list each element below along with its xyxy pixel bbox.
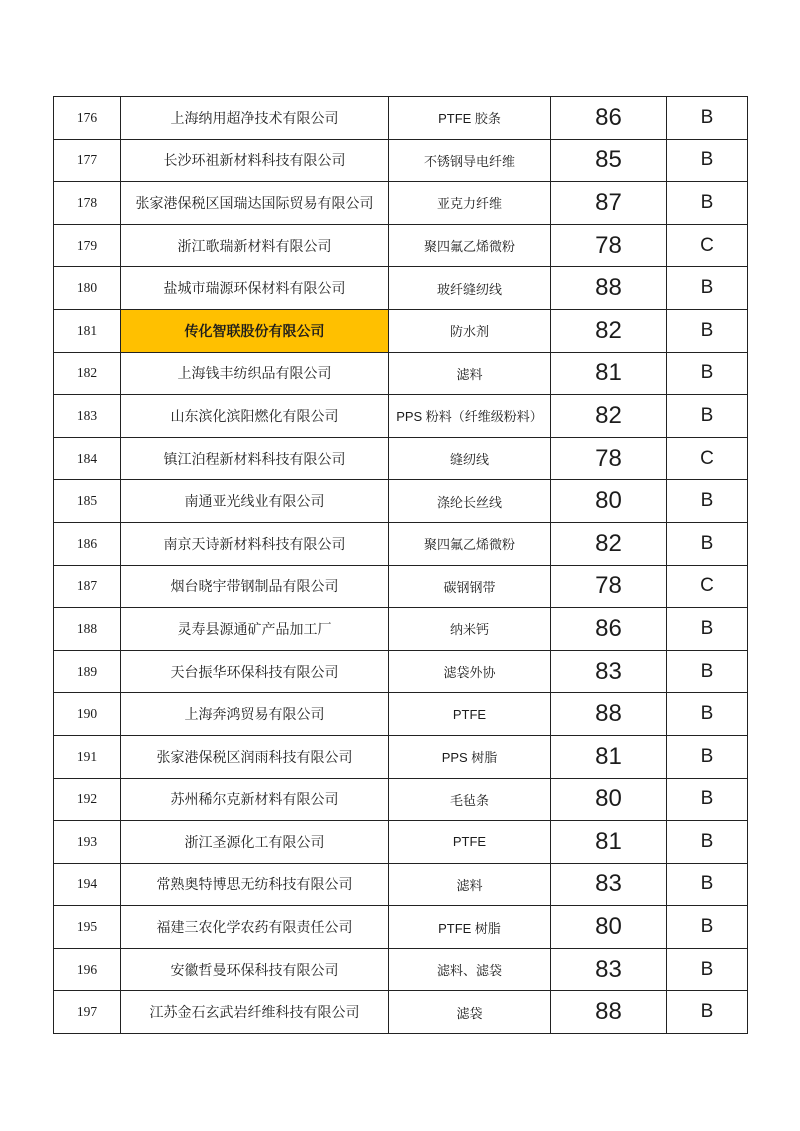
company-name-cell: 福建三农化学农药有限责任公司 [121,906,389,949]
table-row [54,437,748,480]
table-body [54,97,748,1034]
score-cell: 80 [551,480,667,523]
table-row [54,991,748,1034]
grade-cell: B [667,267,748,310]
product-name-cell: PTFE [389,821,551,864]
row-number-cell: 178 [54,182,121,225]
table-row [54,395,748,438]
row-number-cell: 180 [54,267,121,310]
table-row [54,778,748,821]
table-row [54,267,748,310]
grade-cell: B [667,522,748,565]
grade-cell: B [667,991,748,1034]
score-cell: 78 [551,565,667,608]
grade-cell: B [667,693,748,736]
company-name-cell: 盐城市瑞源环保材料有限公司 [121,267,389,310]
row-number-cell: 176 [54,97,121,140]
company-name-cell: 天台振华环保科技有限公司 [121,650,389,693]
score-cell: 81 [551,821,667,864]
score-cell: 81 [551,352,667,395]
company-name-cell: 上海纳用超净技术有限公司 [121,97,389,140]
score-cell: 81 [551,735,667,778]
table-row [54,735,748,778]
grade-cell: B [667,352,748,395]
table-row [54,309,748,352]
grade-cell: B [667,608,748,651]
grade-cell: B [667,650,748,693]
product-name-cell: 防水剂 [389,309,551,352]
product-name-cell: 碳钢钢带 [389,565,551,608]
grade-cell: B [667,735,748,778]
table-row [54,522,748,565]
score-cell: 78 [551,224,667,267]
company-name-cell: 烟台晓宇带钢制品有限公司 [121,565,389,608]
company-name-cell: 上海钱丰纺织品有限公司 [121,352,389,395]
row-number-cell: 193 [54,821,121,864]
company-name-cell: 南通亚光线业有限公司 [121,480,389,523]
row-number-cell: 186 [54,522,121,565]
grade-cell: C [667,224,748,267]
company-name-cell: 张家港保税区国瑞达国际贸易有限公司 [121,182,389,225]
table-row [54,97,748,140]
table-row [54,863,748,906]
grade-cell: B [667,309,748,352]
table-row [54,693,748,736]
table-row [54,948,748,991]
row-number-cell: 194 [54,863,121,906]
company-name-cell: 镇江泊程新材料科技有限公司 [121,437,389,480]
score-cell: 88 [551,991,667,1034]
company-name-cell: 南京天诗新材料科技有限公司 [121,522,389,565]
company-name-cell-highlighted: 传化智联股份有限公司 [121,309,389,352]
product-name-cell: 缝纫线 [389,437,551,480]
table-row [54,182,748,225]
row-number-cell: 181 [54,309,121,352]
product-name-cell: PTFE 胶条 [389,97,551,140]
table-row [54,650,748,693]
product-name-cell: 滤料 [389,352,551,395]
company-name-cell: 江苏金石玄武岩纤维科技有限公司 [121,991,389,1034]
score-cell: 80 [551,778,667,821]
table-row [54,565,748,608]
product-name-cell: 滤袋外协 [389,650,551,693]
product-name-cell: 滤料 [389,863,551,906]
grade-cell: B [667,97,748,140]
score-cell: 83 [551,948,667,991]
grade-cell: B [667,480,748,523]
row-number-cell: 197 [54,991,121,1034]
score-cell: 88 [551,693,667,736]
score-cell: 86 [551,608,667,651]
company-name-cell: 浙江圣源化工有限公司 [121,821,389,864]
company-name-cell: 上海奔鸿贸易有限公司 [121,693,389,736]
company-name-cell: 张家港保税区润雨科技有限公司 [121,735,389,778]
score-cell: 82 [551,522,667,565]
company-name-cell: 浙江歌瑞新材料有限公司 [121,224,389,267]
product-name-cell: 纳米钙 [389,608,551,651]
score-cell: 86 [551,97,667,140]
score-cell: 78 [551,437,667,480]
score-cell: 87 [551,182,667,225]
product-name-cell: 涤纶长丝线 [389,480,551,523]
row-number-cell: 177 [54,139,121,182]
table-row [54,352,748,395]
score-cell: 85 [551,139,667,182]
row-number-cell: 190 [54,693,121,736]
score-cell: 83 [551,863,667,906]
company-name-cell: 山东滨化滨阳燃化有限公司 [121,395,389,438]
row-number-cell: 188 [54,608,121,651]
grade-cell: C [667,437,748,480]
product-name-cell: 毛毡条 [389,778,551,821]
score-cell: 83 [551,650,667,693]
supplier-rating-table [53,96,748,1034]
product-name-cell: PPS 树脂 [389,735,551,778]
product-name-cell: PTFE [389,693,551,736]
row-number-cell: 189 [54,650,121,693]
score-cell: 80 [551,906,667,949]
grade-cell: B [667,182,748,225]
product-name-cell: 聚四氟乙烯微粉 [389,522,551,565]
table-row [54,139,748,182]
company-name-cell: 安徽哲曼环保科技有限公司 [121,948,389,991]
table-row [54,224,748,267]
row-number-cell: 195 [54,906,121,949]
score-cell: 88 [551,267,667,310]
product-name-cell: 亚克力纤维 [389,182,551,225]
grade-cell: B [667,821,748,864]
company-name-cell: 常熟奥特博思无纺科技有限公司 [121,863,389,906]
product-name-cell: 滤料、滤袋 [389,948,551,991]
grade-cell: B [667,778,748,821]
grade-cell: B [667,906,748,949]
row-number-cell: 183 [54,395,121,438]
row-number-cell: 179 [54,224,121,267]
grade-cell: B [667,395,748,438]
score-cell: 82 [551,309,667,352]
table-row [54,821,748,864]
row-number-cell: 184 [54,437,121,480]
product-name-cell: 玻纤缝纫线 [389,267,551,310]
row-number-cell: 187 [54,565,121,608]
row-number-cell: 185 [54,480,121,523]
product-name-cell: 滤袋 [389,991,551,1034]
product-name-cell: 聚四氟乙烯微粉 [389,224,551,267]
row-number-cell: 196 [54,948,121,991]
company-name-cell: 灵寿县源通矿产品加工厂 [121,608,389,651]
product-name-cell: 不锈钢导电纤维 [389,139,551,182]
grade-cell: C [667,565,748,608]
company-name-cell: 苏州稀尔克新材料有限公司 [121,778,389,821]
row-number-cell: 182 [54,352,121,395]
score-cell: 82 [551,395,667,438]
grade-cell: B [667,948,748,991]
company-name-cell: 长沙环祖新材料科技有限公司 [121,139,389,182]
grade-cell: B [667,139,748,182]
grade-cell: B [667,863,748,906]
table-row [54,480,748,523]
product-name-cell: PPS 粉料（纤维级粉料） [389,395,551,438]
row-number-cell: 191 [54,735,121,778]
table-row [54,608,748,651]
row-number-cell: 192 [54,778,121,821]
product-name-cell: PTFE 树脂 [389,906,551,949]
table-row [54,906,748,949]
